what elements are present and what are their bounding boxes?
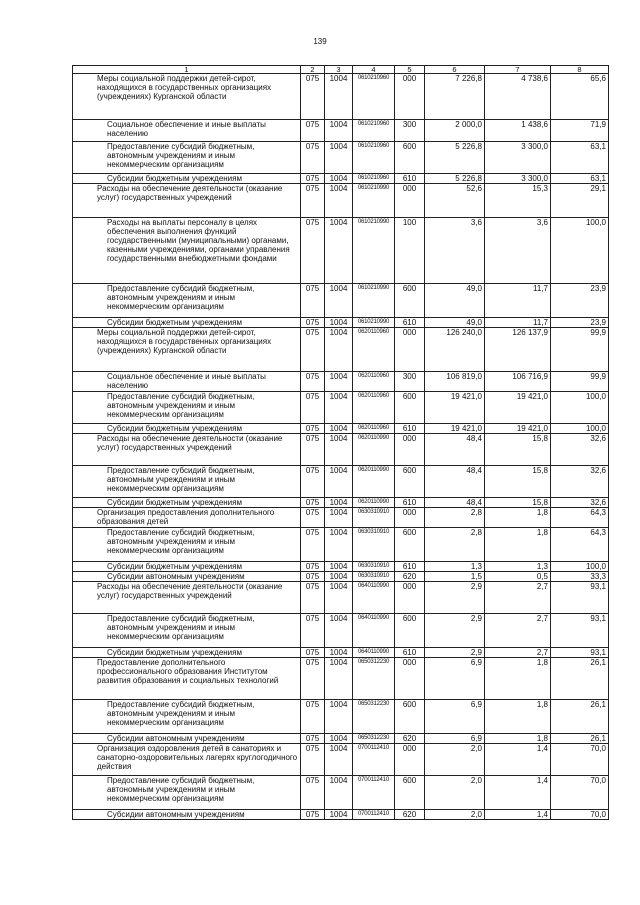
col-header-rz: 3 bbox=[325, 66, 353, 74]
row-ved-code: 075 bbox=[301, 648, 325, 658]
row-section-code: 1004 bbox=[325, 372, 353, 392]
row-plan-amount: 2,0 bbox=[425, 744, 485, 776]
row-percent: 33,3 bbox=[551, 572, 609, 582]
col-header-name: 1 bbox=[73, 66, 301, 74]
row-ved-code: 075 bbox=[301, 582, 325, 614]
row-section-code: 1004 bbox=[325, 572, 353, 582]
row-section-code: 1004 bbox=[325, 700, 353, 734]
row-target-code: 0620110990 bbox=[353, 498, 395, 508]
row-plan-amount: 48,4 bbox=[425, 498, 485, 508]
col-header-fact: 7 bbox=[485, 66, 551, 74]
row-percent: 26,1 bbox=[551, 734, 609, 744]
row-name: Субсидии автономным учреждениям bbox=[73, 734, 301, 744]
table-row bbox=[73, 74, 609, 120]
table-row bbox=[73, 658, 609, 700]
row-name: Субсидии бюджетным учреждениям bbox=[73, 648, 301, 658]
row-name: Меры социальной поддержки детей-сирот, находящихся в государственных организациях (учреждениях) Курганской области bbox=[73, 328, 301, 372]
row-ved-code: 075 bbox=[301, 328, 325, 372]
col-header-pct: 8 bbox=[551, 66, 609, 74]
row-section-code: 1004 bbox=[325, 582, 353, 614]
table-row bbox=[73, 734, 609, 744]
table-row bbox=[73, 498, 609, 508]
row-expense-type: 100 bbox=[395, 218, 425, 284]
row-name: Субсидии бюджетным учреждениям bbox=[73, 174, 301, 184]
row-name: Предоставление субсидий бюджетным, автономным учреждениям и иным некоммерческим организациям bbox=[73, 614, 301, 648]
row-percent: 93,1 bbox=[551, 582, 609, 614]
row-target-code: 0610210960 bbox=[353, 174, 395, 184]
row-plan-amount: 2,9 bbox=[425, 648, 485, 658]
row-actual-amount: 1,8 bbox=[485, 658, 551, 700]
row-name: Расходы на обеспечение деятельности (оказание услуг) государственных учреждений bbox=[73, 582, 301, 614]
budget-table bbox=[72, 65, 609, 820]
row-percent: 64,3 bbox=[551, 508, 609, 528]
row-percent: 63,1 bbox=[551, 174, 609, 184]
row-percent: 93,1 bbox=[551, 648, 609, 658]
row-section-code: 1004 bbox=[325, 174, 353, 184]
row-plan-amount: 3,6 bbox=[425, 218, 485, 284]
row-percent: 70,0 bbox=[551, 810, 609, 820]
row-target-code: 0610210990 bbox=[353, 284, 395, 318]
row-actual-amount: 15,8 bbox=[485, 498, 551, 508]
row-ved-code: 075 bbox=[301, 372, 325, 392]
row-ved-code: 075 bbox=[301, 810, 325, 820]
table-row bbox=[73, 582, 609, 614]
row-percent: 71,9 bbox=[551, 120, 609, 142]
row-target-code: 0610210960 bbox=[353, 142, 395, 174]
row-target-code: 0630310910 bbox=[353, 508, 395, 528]
row-plan-amount: 5 226,8 bbox=[425, 142, 485, 174]
row-ved-code: 075 bbox=[301, 734, 325, 744]
row-expense-type: 000 bbox=[395, 744, 425, 776]
row-target-code: 0610210990 bbox=[353, 218, 395, 284]
table-row bbox=[73, 744, 609, 776]
row-plan-amount: 126 240,0 bbox=[425, 328, 485, 372]
row-percent: 93,1 bbox=[551, 614, 609, 648]
row-ved-code: 075 bbox=[301, 318, 325, 328]
table-row bbox=[73, 328, 609, 372]
row-plan-amount: 5 226,8 bbox=[425, 174, 485, 184]
row-ved-code: 075 bbox=[301, 174, 325, 184]
row-plan-amount: 2,0 bbox=[425, 776, 485, 810]
row-plan-amount: 1,3 bbox=[425, 562, 485, 572]
row-expense-type: 300 bbox=[395, 372, 425, 392]
row-target-code: 0620110960 bbox=[353, 424, 395, 434]
table-row bbox=[73, 142, 609, 174]
row-plan-amount: 19 421,0 bbox=[425, 392, 485, 424]
row-name: Социальное обеспечение и иные выплаты населению bbox=[73, 120, 301, 142]
table-row bbox=[73, 174, 609, 184]
row-name: Предоставление субсидий бюджетным, автономным учреждениям и иным некоммерческим организациям bbox=[73, 700, 301, 734]
row-percent: 100,0 bbox=[551, 218, 609, 284]
row-expense-type: 610 bbox=[395, 174, 425, 184]
row-expense-type: 000 bbox=[395, 582, 425, 614]
row-actual-amount: 3 300,0 bbox=[485, 174, 551, 184]
row-plan-amount: 7 226,8 bbox=[425, 74, 485, 120]
row-expense-type: 620 bbox=[395, 734, 425, 744]
table-row bbox=[73, 120, 609, 142]
row-expense-type: 300 bbox=[395, 120, 425, 142]
row-expense-type: 000 bbox=[395, 328, 425, 372]
row-percent: 32,6 bbox=[551, 498, 609, 508]
row-expense-type: 610 bbox=[395, 498, 425, 508]
row-plan-amount: 2,9 bbox=[425, 614, 485, 648]
row-target-code: 0620110960 bbox=[353, 392, 395, 424]
row-expense-type: 600 bbox=[395, 284, 425, 318]
row-expense-type: 600 bbox=[395, 466, 425, 498]
row-ved-code: 075 bbox=[301, 572, 325, 582]
row-percent: 99,9 bbox=[551, 328, 609, 372]
row-target-code: 0620110960 bbox=[353, 372, 395, 392]
table-row bbox=[73, 810, 609, 820]
row-percent: 100,0 bbox=[551, 424, 609, 434]
row-actual-amount: 11,7 bbox=[485, 284, 551, 318]
row-target-code: 0610210990 bbox=[353, 184, 395, 218]
row-actual-amount: 2,7 bbox=[485, 648, 551, 658]
row-section-code: 1004 bbox=[325, 434, 353, 466]
row-expense-type: 610 bbox=[395, 562, 425, 572]
row-target-code: 0640110990 bbox=[353, 648, 395, 658]
table-row bbox=[73, 572, 609, 582]
row-section-code: 1004 bbox=[325, 120, 353, 142]
row-plan-amount: 19 421,0 bbox=[425, 424, 485, 434]
row-expense-type: 600 bbox=[395, 142, 425, 174]
row-actual-amount: 106 716,9 bbox=[485, 372, 551, 392]
row-name: Предоставление субсидий бюджетным, автономным учреждениям и иным некоммерческим организациям bbox=[73, 528, 301, 562]
row-ved-code: 075 bbox=[301, 424, 325, 434]
row-expense-type: 600 bbox=[395, 528, 425, 562]
row-plan-amount: 48,4 bbox=[425, 434, 485, 466]
row-percent: 70,0 bbox=[551, 776, 609, 810]
row-percent: 100,0 bbox=[551, 392, 609, 424]
row-name: Предоставление субсидий бюджетным, автономным учреждениям и иным некоммерческим организациям bbox=[73, 284, 301, 318]
table-row bbox=[73, 284, 609, 318]
row-percent: 26,1 bbox=[551, 700, 609, 734]
row-expense-type: 000 bbox=[395, 74, 425, 120]
table-row bbox=[73, 466, 609, 498]
row-section-code: 1004 bbox=[325, 528, 353, 562]
table-row bbox=[73, 614, 609, 648]
row-name: Расходы на обеспечение деятельности (оказание услуг) государственных учреждений bbox=[73, 434, 301, 466]
row-plan-amount: 2,8 bbox=[425, 508, 485, 528]
row-name: Субсидии бюджетным учреждениям bbox=[73, 424, 301, 434]
row-expense-type: 620 bbox=[395, 572, 425, 582]
row-percent: 32,6 bbox=[551, 466, 609, 498]
row-actual-amount: 1,4 bbox=[485, 810, 551, 820]
row-actual-amount: 19 421,0 bbox=[485, 392, 551, 424]
table-row bbox=[73, 392, 609, 424]
row-ved-code: 075 bbox=[301, 562, 325, 572]
table-row bbox=[73, 184, 609, 218]
row-target-code: 0620110990 bbox=[353, 434, 395, 466]
row-plan-amount: 48,4 bbox=[425, 466, 485, 498]
row-name: Организация оздоровления детей в санаториях и санаторно-оздоровительных лагерях круглогодичного действия bbox=[73, 744, 301, 776]
row-name: Предоставление субсидий бюджетным, автономным учреждениям и иным некоммерческим организациям bbox=[73, 776, 301, 810]
row-expense-type: 000 bbox=[395, 508, 425, 528]
row-section-code: 1004 bbox=[325, 658, 353, 700]
row-plan-amount: 6,9 bbox=[425, 734, 485, 744]
row-ved-code: 075 bbox=[301, 658, 325, 700]
table-row bbox=[73, 648, 609, 658]
row-target-code: 0630310910 bbox=[353, 572, 395, 582]
row-section-code: 1004 bbox=[325, 392, 353, 424]
table-row bbox=[73, 318, 609, 328]
row-target-code: 0700112410 bbox=[353, 744, 395, 776]
row-plan-amount: 49,0 bbox=[425, 284, 485, 318]
table-row bbox=[73, 508, 609, 528]
row-ved-code: 075 bbox=[301, 776, 325, 810]
row-target-code: 0610210960 bbox=[353, 74, 395, 120]
row-plan-amount: 1,5 bbox=[425, 572, 485, 582]
row-section-code: 1004 bbox=[325, 498, 353, 508]
row-actual-amount: 1,8 bbox=[485, 508, 551, 528]
row-name: Субсидии бюджетным учреждениям bbox=[73, 562, 301, 572]
row-actual-amount: 0,5 bbox=[485, 572, 551, 582]
table-row bbox=[73, 528, 609, 562]
row-section-code: 1004 bbox=[325, 318, 353, 328]
row-section-code: 1004 bbox=[325, 562, 353, 572]
row-actual-amount: 11,7 bbox=[485, 318, 551, 328]
row-percent: 26,1 bbox=[551, 658, 609, 700]
table-row bbox=[73, 700, 609, 734]
row-percent: 29,1 bbox=[551, 184, 609, 218]
row-target-code: 0640110990 bbox=[353, 582, 395, 614]
row-section-code: 1004 bbox=[325, 142, 353, 174]
row-ved-code: 075 bbox=[301, 218, 325, 284]
table-header-row bbox=[73, 66, 609, 74]
row-section-code: 1004 bbox=[325, 648, 353, 658]
row-ved-code: 075 bbox=[301, 498, 325, 508]
row-actual-amount: 1,8 bbox=[485, 528, 551, 562]
row-ved-code: 075 bbox=[301, 434, 325, 466]
row-name: Предоставление субсидий бюджетным, автономным учреждениям и иным некоммерческим организациям bbox=[73, 392, 301, 424]
row-plan-amount: 49,0 bbox=[425, 318, 485, 328]
row-name: Субсидии бюджетным учреждениям bbox=[73, 498, 301, 508]
row-ved-code: 075 bbox=[301, 392, 325, 424]
row-name: Организация предоставления дополнительного образования детей bbox=[73, 508, 301, 528]
row-expense-type: 000 bbox=[395, 184, 425, 218]
col-header-vr: 5 bbox=[395, 66, 425, 74]
row-ved-code: 075 bbox=[301, 508, 325, 528]
row-section-code: 1004 bbox=[325, 74, 353, 120]
row-ved-code: 075 bbox=[301, 74, 325, 120]
row-expense-type: 620 bbox=[395, 810, 425, 820]
row-name: Социальное обеспечение и иные выплаты населению bbox=[73, 372, 301, 392]
row-target-code: 0700112410 bbox=[353, 776, 395, 810]
row-expense-type: 000 bbox=[395, 434, 425, 466]
row-name: Субсидии автономным учреждениям bbox=[73, 572, 301, 582]
row-expense-type: 600 bbox=[395, 614, 425, 648]
row-actual-amount: 1,4 bbox=[485, 776, 551, 810]
row-percent: 63,1 bbox=[551, 142, 609, 174]
row-plan-amount: 2,9 bbox=[425, 582, 485, 614]
row-name: Предоставление субсидий бюджетным, автономным учреждениям и иным некоммерческим организациям bbox=[73, 466, 301, 498]
row-target-code: 0620110990 bbox=[353, 466, 395, 498]
row-section-code: 1004 bbox=[325, 284, 353, 318]
row-ved-code: 075 bbox=[301, 284, 325, 318]
row-percent: 100,0 bbox=[551, 562, 609, 572]
row-target-code: 0620110960 bbox=[353, 328, 395, 372]
row-expense-type: 610 bbox=[395, 424, 425, 434]
row-actual-amount: 4 738,6 bbox=[485, 74, 551, 120]
row-ved-code: 075 bbox=[301, 142, 325, 174]
row-ved-code: 075 bbox=[301, 528, 325, 562]
row-expense-type: 600 bbox=[395, 700, 425, 734]
row-ved-code: 075 bbox=[301, 120, 325, 142]
table-row bbox=[73, 562, 609, 572]
row-section-code: 1004 bbox=[325, 810, 353, 820]
table-row bbox=[73, 218, 609, 284]
row-name: Меры социальной поддержки детей-сирот, находящихся в государственных организациях (учреждениях) Курганской области bbox=[73, 74, 301, 120]
table-row bbox=[73, 424, 609, 434]
row-plan-amount: 52,6 bbox=[425, 184, 485, 218]
row-section-code: 1004 bbox=[325, 776, 353, 810]
row-actual-amount: 1,8 bbox=[485, 734, 551, 744]
row-actual-amount: 15,8 bbox=[485, 466, 551, 498]
row-name: Расходы на выплаты персоналу в целях обеспечения выполнения функций государственными (муниципальными) органами, казенными учреждениями, органами управления государственными внебюджетными фондами bbox=[73, 218, 301, 284]
row-actual-amount: 1,3 bbox=[485, 562, 551, 572]
page-number: 139 bbox=[313, 37, 327, 46]
row-section-code: 1004 bbox=[325, 734, 353, 744]
row-percent: 99,9 bbox=[551, 372, 609, 392]
row-name: Субсидии бюджетным учреждениям bbox=[73, 318, 301, 328]
row-expense-type: 600 bbox=[395, 776, 425, 810]
row-percent: 65,6 bbox=[551, 74, 609, 120]
table-row bbox=[73, 776, 609, 810]
row-actual-amount: 1 438,6 bbox=[485, 120, 551, 142]
row-plan-amount: 106 819,0 bbox=[425, 372, 485, 392]
row-section-code: 1004 bbox=[325, 508, 353, 528]
row-target-code: 0630310910 bbox=[353, 562, 395, 572]
row-actual-amount: 19 421,0 bbox=[485, 424, 551, 434]
row-section-code: 1004 bbox=[325, 184, 353, 218]
row-name: Предоставление дополнительного профессионального образования Институтом развития образования и социальных технологий bbox=[73, 658, 301, 700]
row-plan-amount: 6,9 bbox=[425, 700, 485, 734]
row-percent: 32,6 bbox=[551, 434, 609, 466]
row-section-code: 1004 bbox=[325, 328, 353, 372]
row-actual-amount: 15,3 bbox=[485, 184, 551, 218]
row-ved-code: 075 bbox=[301, 466, 325, 498]
row-actual-amount: 2,7 bbox=[485, 582, 551, 614]
row-section-code: 1004 bbox=[325, 466, 353, 498]
row-actual-amount: 2,7 bbox=[485, 614, 551, 648]
row-expense-type: 610 bbox=[395, 648, 425, 658]
row-ved-code: 075 bbox=[301, 700, 325, 734]
row-target-code: 0650312230 bbox=[353, 734, 395, 744]
row-percent: 70,0 bbox=[551, 744, 609, 776]
row-plan-amount: 2 000,0 bbox=[425, 120, 485, 142]
row-ved-code: 075 bbox=[301, 744, 325, 776]
row-actual-amount: 3 300,0 bbox=[485, 142, 551, 174]
row-section-code: 1004 bbox=[325, 744, 353, 776]
row-actual-amount: 1,4 bbox=[485, 744, 551, 776]
row-plan-amount: 6,9 bbox=[425, 658, 485, 700]
row-name: Предоставление субсидий бюджетным, автономным учреждениям и иным некоммерческим организациям bbox=[73, 142, 301, 174]
table-row bbox=[73, 372, 609, 392]
table-body bbox=[73, 74, 609, 820]
row-target-code: 0610210960 bbox=[353, 120, 395, 142]
row-ved-code: 075 bbox=[301, 184, 325, 218]
row-actual-amount: 15,8 bbox=[485, 434, 551, 466]
row-actual-amount: 126 137,9 bbox=[485, 328, 551, 372]
row-expense-type: 600 bbox=[395, 392, 425, 424]
row-target-code: 0650312230 bbox=[353, 700, 395, 734]
row-section-code: 1004 bbox=[325, 218, 353, 284]
row-expense-type: 000 bbox=[395, 658, 425, 700]
col-header-plan: 6 bbox=[425, 66, 485, 74]
row-target-code: 0640110990 bbox=[353, 614, 395, 648]
row-plan-amount: 2,8 bbox=[425, 528, 485, 562]
table-row bbox=[73, 434, 609, 466]
row-target-code: 0700112410 bbox=[353, 810, 395, 820]
row-target-code: 0630310910 bbox=[353, 528, 395, 562]
row-actual-amount: 1,8 bbox=[485, 700, 551, 734]
row-ved-code: 075 bbox=[301, 614, 325, 648]
col-header-csr: 4 bbox=[353, 66, 395, 74]
row-name: Субсидии автономным учреждениям bbox=[73, 810, 301, 820]
col-header-ved: 2 bbox=[301, 66, 325, 74]
row-percent: 23,9 bbox=[551, 318, 609, 328]
row-name: Расходы на обеспечение деятельности (оказание услуг) государственных учреждений bbox=[73, 184, 301, 218]
row-expense-type: 610 bbox=[395, 318, 425, 328]
row-actual-amount: 3,6 bbox=[485, 218, 551, 284]
row-plan-amount: 2,0 bbox=[425, 810, 485, 820]
row-percent: 64,3 bbox=[551, 528, 609, 562]
row-percent: 23,9 bbox=[551, 284, 609, 318]
row-section-code: 1004 bbox=[325, 424, 353, 434]
row-target-code: 0610210990 bbox=[353, 318, 395, 328]
row-section-code: 1004 bbox=[325, 614, 353, 648]
row-target-code: 0650312230 bbox=[353, 658, 395, 700]
